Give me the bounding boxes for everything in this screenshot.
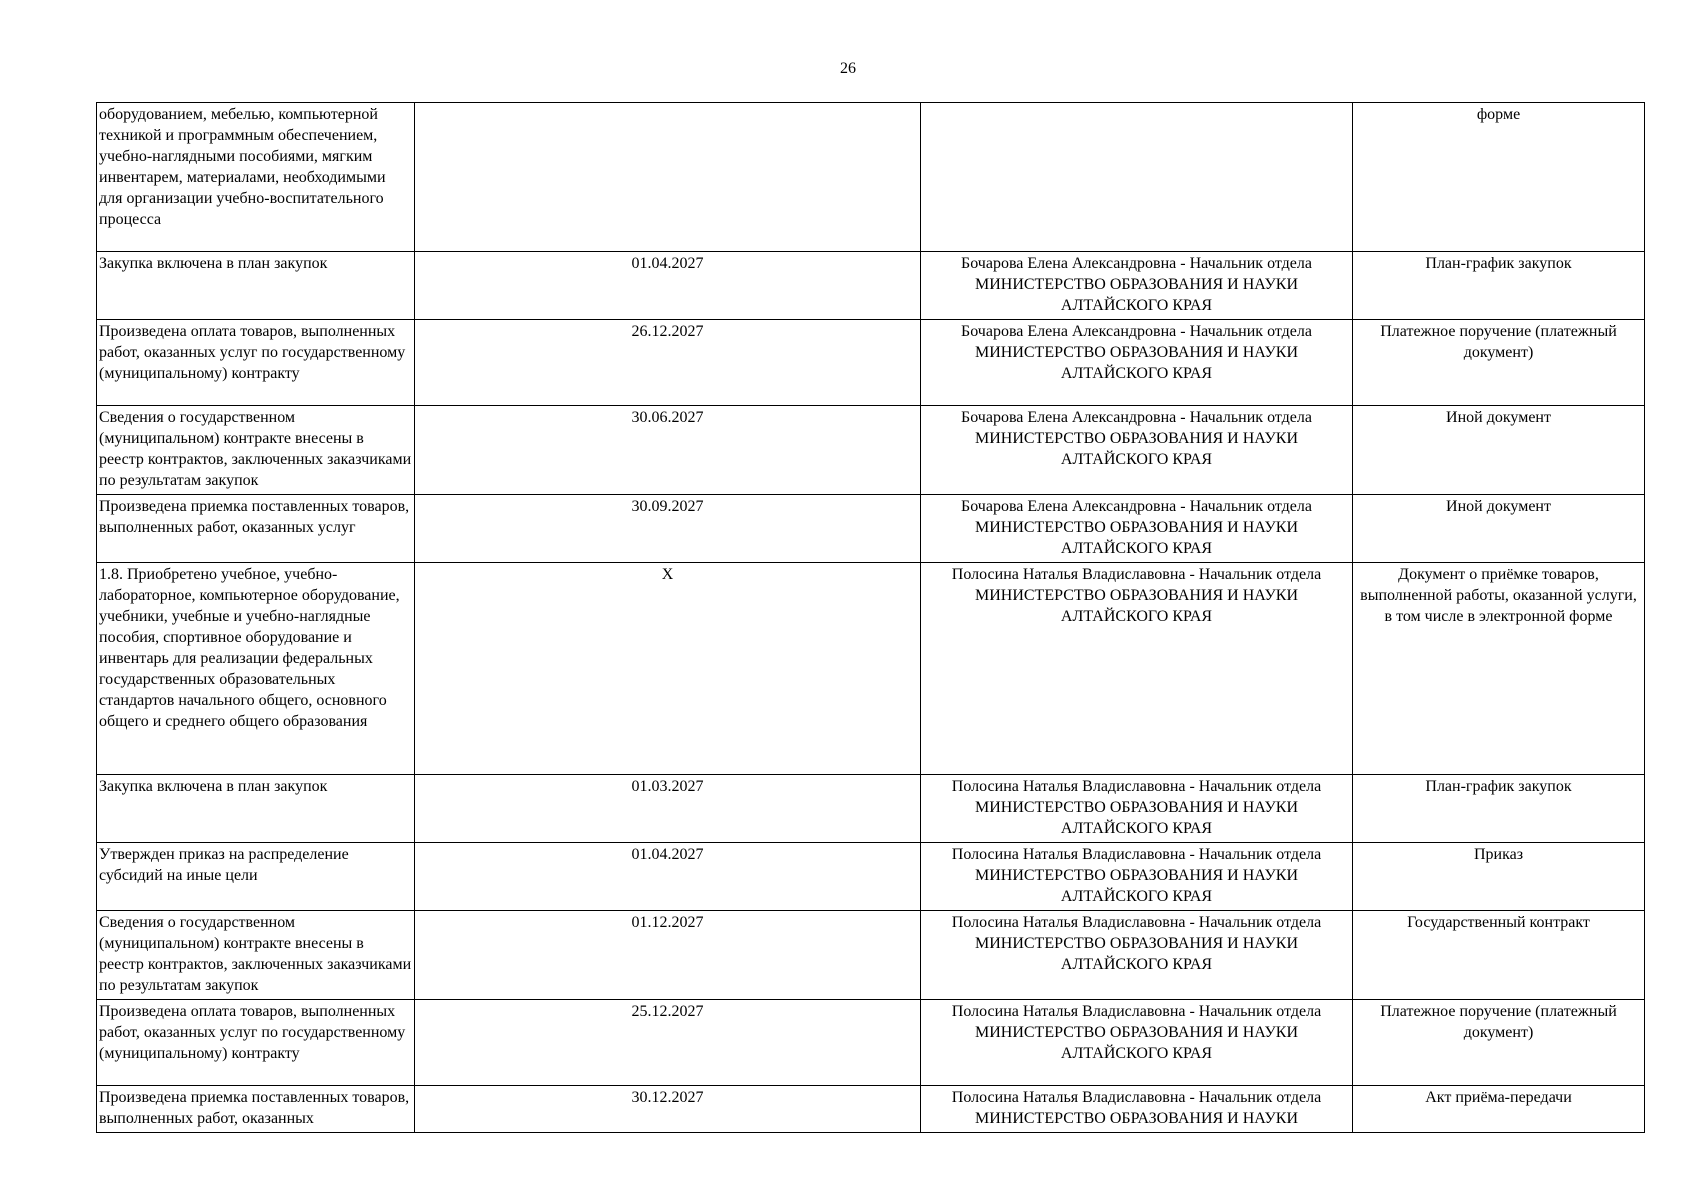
document-cell: Платежное поручение (платежный документ) [1353, 320, 1645, 406]
responsible-org: МИНИСТЕРСТВО ОБРАЗОВАНИЯ И НАУКИ АЛТАЙСКОГО КРАЯ [974, 935, 1298, 973]
event-cell: оборудованием, мебелью, компьютерной техникой и программным обеспечением, учебно-наглядными пособиями, мягким инвентарем, материалами, необходимыми для организации учебно-воспитательного процесса [97, 103, 415, 252]
table-row [97, 1000, 1645, 1086]
responsible-org: МИНИСТЕРСТВО ОБРАЗОВАНИЯ И НАУКИ АЛТАЙСКОГО КРАЯ [974, 519, 1298, 557]
table-row [97, 495, 1645, 563]
responsible-org: МИНИСТЕРСТВО ОБРАЗОВАНИЯ И НАУКИ АЛТАЙСКОГО КРАЯ [974, 1024, 1298, 1062]
date-cell: 25.12.2027 [415, 1000, 921, 1086]
document-cell: форме [1353, 103, 1645, 252]
event-cell: Сведения о государственном (муниципальном) контракте внесены в реестр контрактов, заключенных заказчиками по результатам закупок [97, 911, 415, 1000]
document-cell: Акт приёма-передачи [1353, 1086, 1645, 1133]
responsible-org: МИНИСТЕРСТВО ОБРАЗОВАНИЯ И НАУКИ АЛТАЙСКОГО КРАЯ [974, 430, 1298, 468]
event-cell: Произведена приемка поставленных товаров, выполненных работ, оказанных [97, 1086, 415, 1133]
date-cell: 01.03.2027 [415, 775, 921, 843]
responsible-org: МИНИСТЕРСТВО ОБРАЗОВАНИЯ И НАУКИ АЛТАЙСКОГО КРАЯ [974, 344, 1298, 382]
date-cell: 30.12.2027 [415, 1086, 921, 1133]
responsible-cell [921, 1000, 1353, 1086]
responsible-cell [921, 1086, 1353, 1133]
document-cell: План-график закупок [1353, 252, 1645, 320]
control-points-table [96, 102, 1645, 1133]
event-cell: Произведена приемка поставленных товаров, выполненных работ, оказанных услуг [97, 495, 415, 563]
table-row [97, 406, 1645, 495]
responsible-cell [921, 103, 1353, 252]
responsible-cell [921, 843, 1353, 911]
responsible-cell [921, 911, 1353, 1000]
document-cell: Государственный контракт [1353, 911, 1645, 1000]
date-cell: X [415, 563, 921, 775]
date-cell: 30.06.2027 [415, 406, 921, 495]
event-cell: Произведена оплата товаров, выполненных работ, оказанных услуг по государственному (муниципальному) контракту [97, 320, 415, 406]
document-cell: Платежное поручение (платежный документ) [1353, 1000, 1645, 1086]
responsible-name: Полосина Наталья Владиславовна - Начальник отдела [951, 566, 1322, 583]
responsible-cell [921, 252, 1353, 320]
responsible-cell [921, 320, 1353, 406]
responsible-name: Бочарова Елена Александровна - Начальник отдела [961, 498, 1312, 515]
responsible-name: Полосина Наталья Владиславовна - Начальник отдела [951, 1089, 1322, 1106]
table-row [97, 563, 1645, 775]
responsible-name: Бочарова Елена Александровна - Начальник отдела [961, 409, 1312, 426]
table-row [97, 775, 1645, 843]
responsible-org: МИНИСТЕРСТВО ОБРАЗОВАНИЯ И НАУКИ [974, 1110, 1298, 1127]
responsible-cell [921, 563, 1353, 775]
responsible-org: МИНИСТЕРСТВО ОБРАЗОВАНИЯ И НАУКИ АЛТАЙСКОГО КРАЯ [974, 587, 1298, 625]
event-cell: Произведена оплата товаров, выполненных работ, оказанных услуг по государственному (муниципальному) контракту [97, 1000, 415, 1086]
responsible-name: Бочарова Елена Александровна - Начальник отдела [961, 323, 1312, 340]
date-cell [415, 103, 921, 252]
table-row [97, 320, 1645, 406]
responsible-cell [921, 406, 1353, 495]
event-cell: Утвержден приказ на распределение субсидий на иные цели [97, 843, 415, 911]
document-cell: Приказ [1353, 843, 1645, 911]
table-row [97, 103, 1645, 252]
date-cell: 01.04.2027 [415, 252, 921, 320]
responsible-name: Полосина Наталья Владиславовна - Начальник отдела [951, 1003, 1322, 1020]
document-cell: Иной документ [1353, 406, 1645, 495]
document-cell: Иной документ [1353, 495, 1645, 563]
event-cell: Закупка включена в план закупок [97, 775, 415, 843]
document-cell: Документ о приёмке товаров, выполненной работы, оказанной услуги, в том числе в электронной форме [1353, 563, 1645, 775]
table-row [97, 252, 1645, 320]
event-cell: Закупка включена в план закупок [97, 252, 415, 320]
responsible-org: МИНИСТЕРСТВО ОБРАЗОВАНИЯ И НАУКИ АЛТАЙСКОГО КРАЯ [974, 867, 1298, 905]
date-cell: 01.04.2027 [415, 843, 921, 911]
date-cell: 01.12.2027 [415, 911, 921, 1000]
event-cell: Сведения о государственном (муниципальном) контракте внесены в реестр контрактов, заключенных заказчиками по результатам закупок [97, 406, 415, 495]
responsible-org: МИНИСТЕРСТВО ОБРАЗОВАНИЯ И НАУКИ АЛТАЙСКОГО КРАЯ [974, 276, 1298, 314]
date-cell: 26.12.2027 [415, 320, 921, 406]
event-cell: 1.8. Приобретено учебное, учебно-лабораторное, компьютерное оборудование, учебники, учебные и учебно-наглядные пособия, спортивное оборудование и инвентарь для реализации федеральных государственных образовательных стандартов начального общего, основного общего и среднего общего образования [97, 563, 415, 775]
responsible-name: Бочарова Елена Александровна - Начальник отдела [961, 255, 1312, 272]
table-row [97, 843, 1645, 911]
responsible-name: Полосина Наталья Владиславовна - Начальник отдела [951, 846, 1322, 863]
responsible-org: МИНИСТЕРСТВО ОБРАЗОВАНИЯ И НАУКИ АЛТАЙСКОГО КРАЯ [974, 799, 1298, 837]
page-number: 26 [840, 60, 856, 77]
responsible-cell [921, 775, 1353, 843]
responsible-name: Полосина Наталья Владиславовна - Начальник отдела [951, 778, 1322, 795]
responsible-cell [921, 495, 1353, 563]
table-row [97, 1086, 1645, 1133]
date-cell: 30.09.2027 [415, 495, 921, 563]
table-row [97, 911, 1645, 1000]
document-cell: План-график закупок [1353, 775, 1645, 843]
responsible-name: Полосина Наталья Владиславовна - Начальник отдела [951, 914, 1322, 931]
